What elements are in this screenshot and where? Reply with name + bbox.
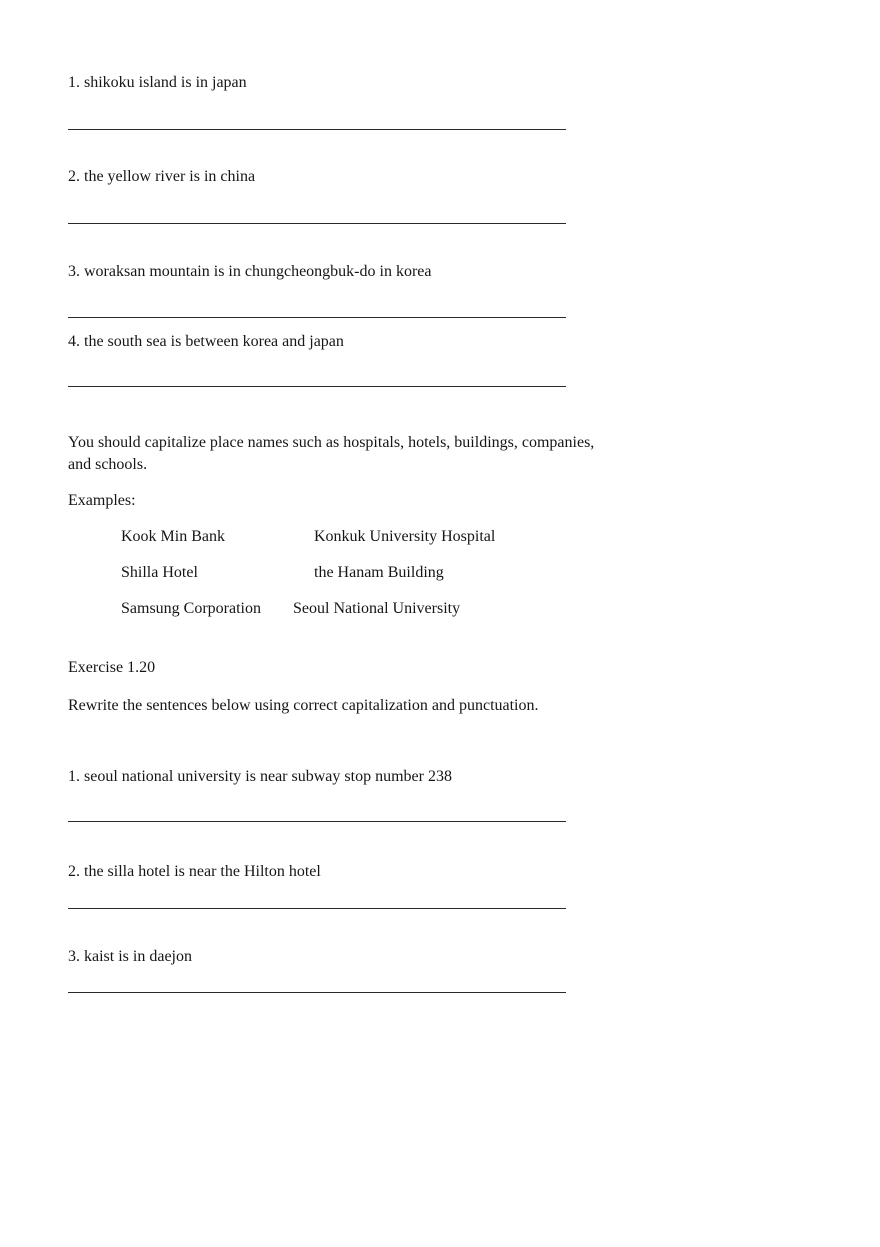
answer-line	[68, 992, 566, 993]
answer-line	[68, 129, 566, 130]
sentence-item: 2. the yellow river is in china	[68, 168, 256, 185]
example-col1: Kook Min Bank	[121, 528, 225, 545]
sentence-item: 1. seoul national university is near subway stop number 238	[68, 768, 452, 785]
sentence-item: 4. the south sea is between korea and japan	[68, 333, 344, 350]
rule-paragraph-line2: and schools.	[68, 456, 148, 473]
examples-label: Examples:	[68, 492, 136, 509]
answer-line	[68, 223, 566, 224]
answer-line	[68, 821, 566, 822]
example-col2: Seoul National University	[293, 600, 461, 617]
rule-paragraph-line1: You should capitalize place names such as hospitals, hotels, buildings, companies,	[68, 434, 595, 451]
exercise-instructions: Rewrite the sentences below using correct capitalization and punctuation.	[68, 697, 539, 714]
example-row	[121, 526, 495, 548]
sentence-item: 2. the silla hotel is near the Hilton hotel	[68, 863, 321, 880]
example-col2: the Hanam Building	[314, 564, 444, 581]
example-row	[121, 562, 444, 584]
answer-line	[68, 908, 566, 909]
sentence-item: 3. woraksan mountain is in chungcheongbuk-do in korea	[68, 263, 432, 280]
answer-line	[68, 386, 566, 387]
answer-line	[68, 317, 566, 318]
example-col2: Konkuk University Hospital	[314, 528, 496, 545]
example-col1: Samsung Corporation	[121, 600, 261, 617]
exercise-title: Exercise 1.20	[68, 659, 156, 676]
sentence-item: 1. shikoku island is in japan	[68, 74, 247, 91]
example-col1: Shilla Hotel	[121, 564, 198, 581]
sentence-item: 3. kaist is in daejon	[68, 948, 192, 965]
example-row	[121, 598, 460, 620]
